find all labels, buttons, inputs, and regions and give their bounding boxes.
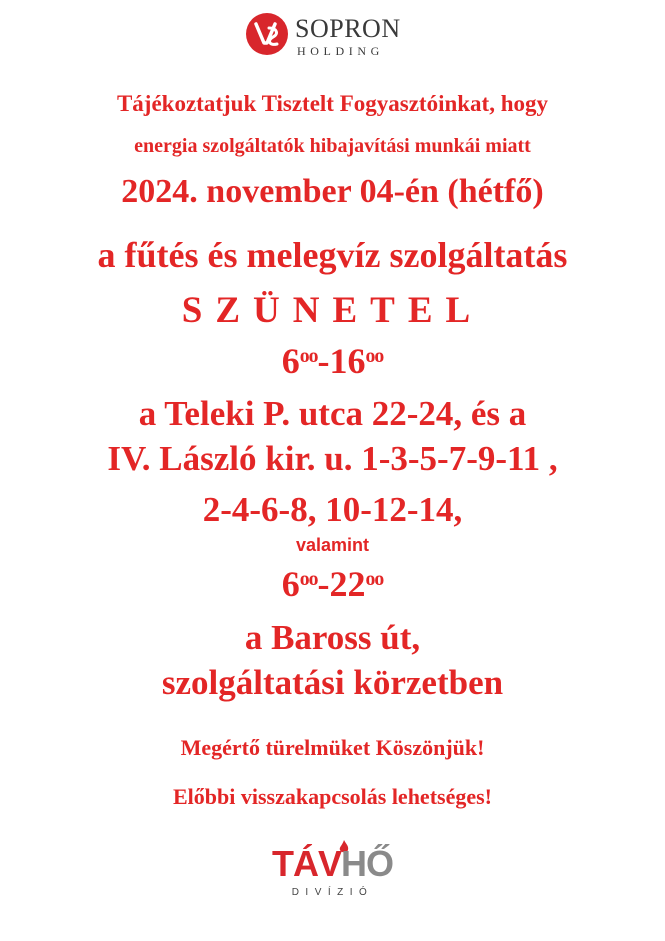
thanks-line: Megértő türelmüket Köszönjük! bbox=[180, 735, 485, 760]
status-line: SZÜNETEL bbox=[181, 290, 484, 331]
streets-line-2: IV. László kir. u. 1-3-5-7-9-11 , bbox=[107, 439, 558, 478]
time-range-1 bbox=[0, 343, 665, 379]
sopron-holding-logo-icon bbox=[245, 12, 289, 56]
early-reconnect-line: Előbbi visszakapcsolás lehetséges! bbox=[172, 784, 493, 809]
time2-start-hour: 6 bbox=[281, 564, 300, 604]
time2-end-minutes: oo bbox=[365, 568, 384, 591]
time-range-2 bbox=[0, 566, 665, 602]
sopron-holding-logo bbox=[245, 12, 415, 60]
reason-line: energia szolgáltatók hibajavítási munkái miatt bbox=[134, 135, 531, 157]
time1-start-hour: 6 bbox=[281, 341, 300, 381]
tavho-logo bbox=[0, 843, 665, 884]
logo-company-sub: HOLDING bbox=[297, 44, 384, 58]
streets-line-3: 2-4-6-8, 10-12-14, bbox=[202, 490, 463, 529]
brand-tav: TÁV bbox=[272, 843, 341, 884]
date-line: 2024. november 04-én (hétfő) bbox=[121, 173, 544, 210]
time1-start-minutes: oo bbox=[299, 345, 318, 368]
service-line: a fűtés és melegvíz szolgáltatás bbox=[97, 235, 568, 275]
district-line: szolgáltatási körzetben bbox=[161, 663, 504, 702]
time1-end-hour: -16 bbox=[317, 341, 366, 381]
time2-start-minutes: oo bbox=[299, 568, 318, 591]
baross-line: a Baross út, bbox=[244, 618, 421, 657]
tavho-wordmark bbox=[272, 843, 393, 884]
brand-ho: HŐ bbox=[341, 843, 393, 884]
streets-line-1: a Teleki P. utca 22-24, és a bbox=[138, 394, 527, 433]
intro-line: Tájékoztatjuk Tisztelt Fogyasztóinkat, hogy bbox=[116, 91, 549, 116]
division-label: DIVÍZIÓ bbox=[291, 887, 374, 898]
valamint-line: valamint bbox=[295, 535, 370, 555]
logo-company-name: SOPRON bbox=[295, 14, 401, 43]
time2-end-hour: -22 bbox=[317, 564, 366, 604]
time1-end-minutes: oo bbox=[365, 345, 384, 368]
